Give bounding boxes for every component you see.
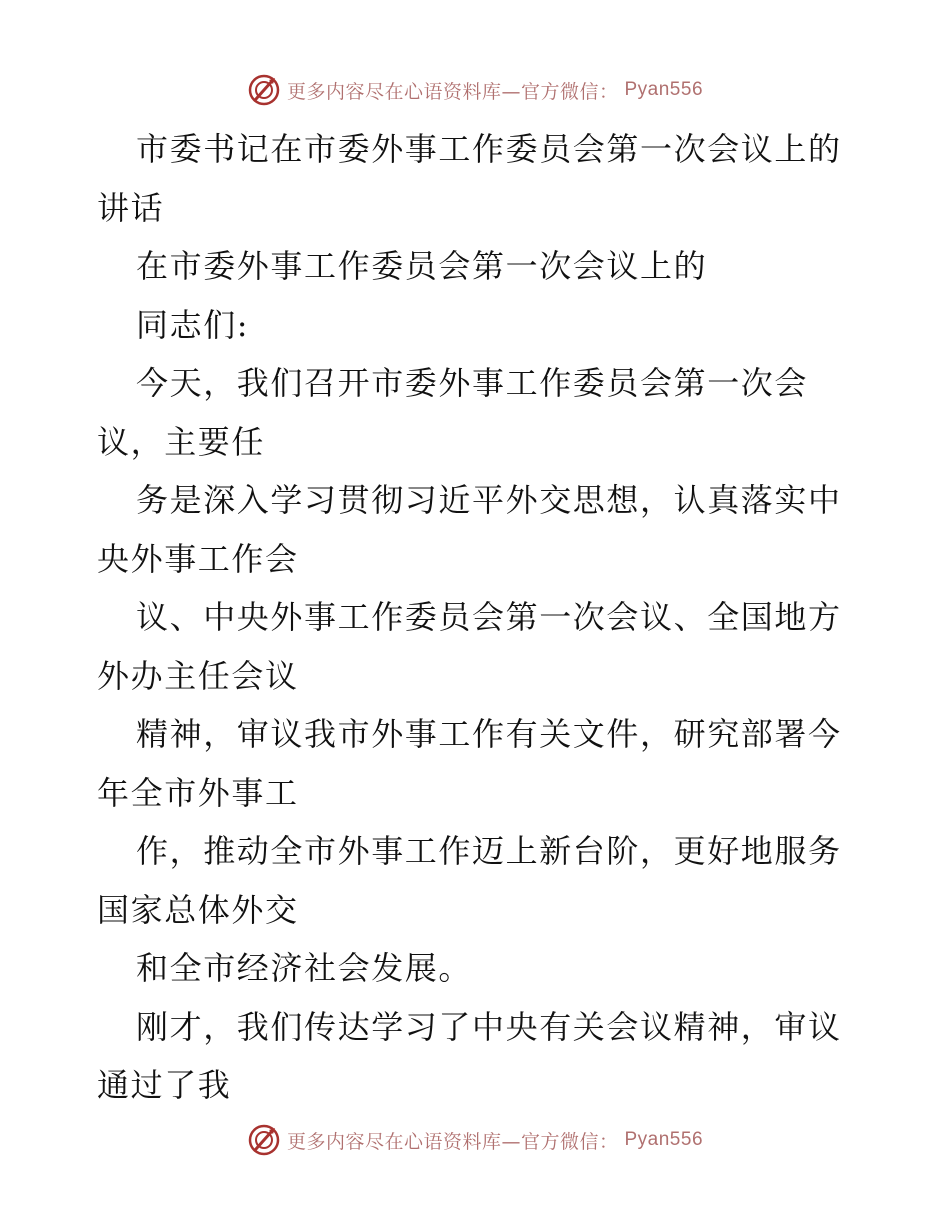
logo-icon [247, 73, 281, 107]
watermark-text: 更多内容尽在心语资料库—官方微信： [286, 1130, 619, 1153]
text-line: 务是深入学习贯彻习近平外交思想，认真落实中 [136, 481, 842, 519]
watermark-handle: Pyan556 [624, 79, 704, 100]
text-line: 央外事工作会 [97, 539, 299, 578]
header-watermark [0, 70, 950, 110]
text-line: 在市委外事工作委员会第一次会议上的 [136, 247, 708, 285]
watermark-handle: Pyan556 [624, 1129, 704, 1150]
text-line: 通过了我 [97, 1066, 232, 1104]
text-line: 讲话 [97, 188, 165, 227]
document-body [97, 120, 857, 1115]
logo-icon [247, 1123, 281, 1157]
text-line: 议、中央外事工作委员会第一次会议、全国地方 [136, 598, 842, 636]
text-line: 和全市经济社会发展。 [136, 949, 473, 987]
text-line: 外办主任会议 [97, 656, 299, 695]
text-line: 同志们: [136, 305, 250, 344]
text-line: 今天，我们召开市委外事工作委员会第一次会 [136, 364, 809, 402]
text-line: 议，主要任 [97, 422, 266, 461]
text-line: 刚才，我们传达学习了中央有关会议精神，审议 [136, 1007, 842, 1046]
text-line: 国家总体外交 [97, 890, 299, 929]
footer-watermark [0, 1120, 950, 1160]
text-line: 市委书记在市委外事工作委员会第一次会议上的 [136, 130, 842, 168]
text-line: 作，推动全市外事工作迈上新台阶，更好地服务 [136, 832, 842, 870]
watermark-text: 更多内容尽在心语资料库—官方微信： [286, 80, 619, 103]
text-line: 年全市外事工 [97, 773, 299, 812]
text-line: 精神，审议我市外事工作有关文件，研究部署今 [136, 715, 842, 753]
